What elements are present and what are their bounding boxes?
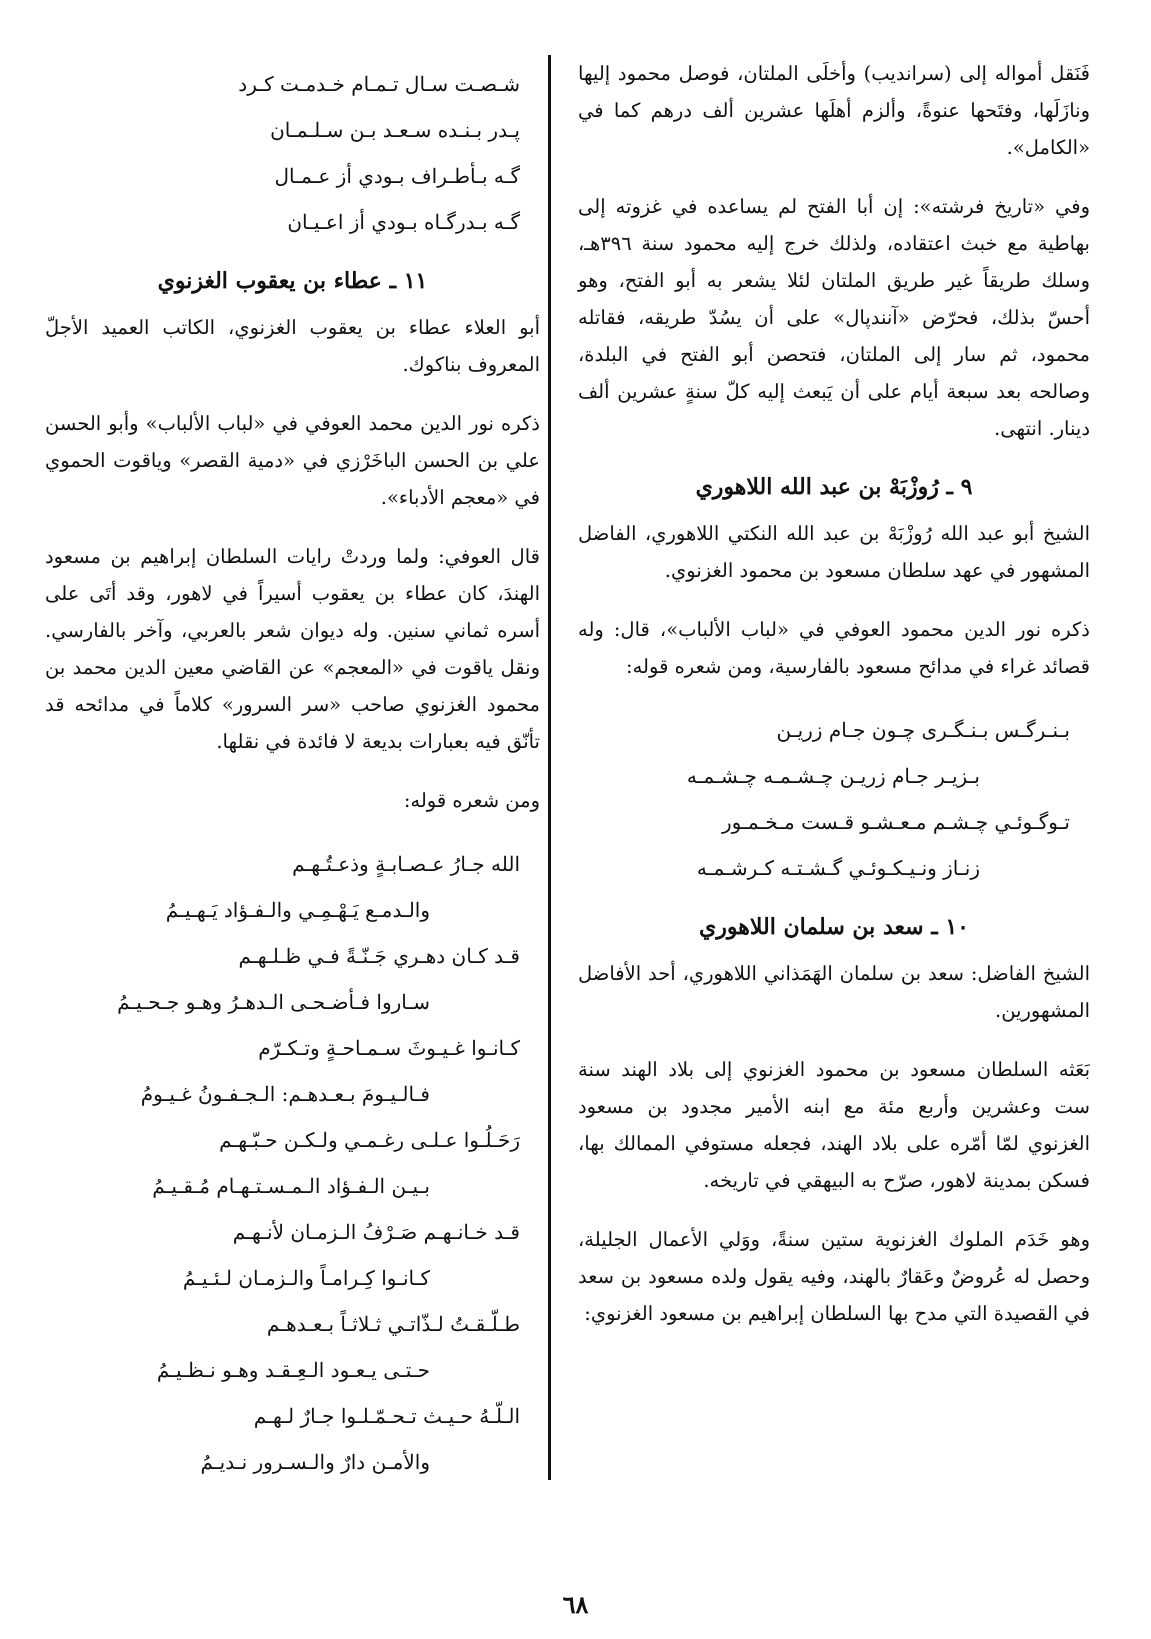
paragraph: وهو خَدَم الملوك الغزنوية ستين سنةً، ووَلي الأعمال الجليلة، وحصل له عُروضٌ وعَقارٌ بالهند، وفيه يقول ولده مسعود بن سعد في القصيدة التي مدح بها السلطان إبراهيم بن مسعود الغزنوي:: [578, 1228, 1090, 1325]
verse-line: والـدمـع يَـهْـمِـي والـفـؤاد يَـهـيـمُ: [165, 898, 430, 922]
paragraph: ومن شعره قوله:: [403, 789, 540, 812]
verse-line: گـه بـدرگـاه بـودي أز اعـيـان: [287, 210, 520, 234]
verse-line: طـلّـقـتُ لـذّاتـي ثـلاثـاً بـعـدهـم: [266, 1312, 520, 1336]
paragraph: قال العوفي: ولما وردتْ رايات السلطان إبراهيم بن مسعود الهندَ، كان عطاء بن يعقوب أسيراً في لاهور، وقد أتَى على أسره ثماني سنين. وله ديوان شعر بالعربي، وآخر بالفارسي. ونقل ياقوت في «المعجم» عن القاضي معين الدين محمد بن محمود الغزنوي صاحب «سر السرور» كلاماً في مدائحه قد تأنّق فيه بعبارات بديعة لا فائدة في نقلها.: [45, 545, 540, 753]
column-divider: [548, 55, 551, 1480]
arabic-verse-block: [45, 841, 540, 1485]
section-heading-10: ١٠ ـ سعد بن سلمان اللاهوري: [699, 914, 969, 940]
verse-line: كـانـوا كِـرامـاً والـزمـان لـئـيـمُ: [182, 1266, 430, 1290]
paragraph: فَنَقل أمواله إلى (سرانديب) وأخلَى الملتان، فوصل محمود إليها ونازَلَها، وفتَحها عنوةً، وألزم أهلَها عشرين ألف درهم كما في «الكامل».: [578, 62, 1090, 159]
section-heading-9: ٩ ـ رُوزْبَهْ بن عبد الله اللاهوري: [695, 474, 973, 500]
verse-line: زنـاز ونـيـكـوئـي گـشـتـه كـرشـمـه: [696, 856, 980, 880]
verse-line: الـلّـهُ حـيـث تـحـمّـلـوا جـارٌ لـهـم: [253, 1404, 520, 1428]
verse-line: الله جـارُ عـصـابـةٍ وذعـتُـهـم: [292, 852, 520, 876]
persian-verse-block: [45, 61, 540, 245]
verse-line: كـانـوا غـيـوثَ سـمـاحـةٍ وتـكـرّم: [258, 1036, 520, 1060]
paragraph: بَعَثه السلطان مسعود بن محمود الغزنوي إلى بلاد الهند سنة ست وعشرين وأربع مئة مع ابنه الأمير مجدود بن مسعود الغزنوي لمّا أمّره على بلاد الهند، فجعله مستوفي الممالك بها، فسكن بمدينة لاهور، صرّح به البيهقي في تاريخه.: [578, 1058, 1090, 1192]
verse-line: تـوگـوئـي چـشـم مـعـشـو قـست مـخـمـور: [722, 810, 1070, 834]
verse-line: حـتـى يـعـود الـعِـقـد وهـو نـظـيـمُ: [156, 1358, 430, 1382]
verse-line: گـه بـأطـراف بـودي أز عـمـال: [274, 164, 520, 188]
verse-line: قـد كـان دهـري جَـنّـةً فـي ظـلـهـم: [238, 944, 520, 968]
paragraph: الشيخ أبو عبد الله رُوزْبَهْ بن عبد الله النكتي اللاهوري، الفاضل المشهور في عهد سلطان مسعود بن محمود الغزنوي.: [578, 522, 1090, 582]
verse-line: والأمـن دارٌ والـسـرور نـديـمُ: [200, 1450, 430, 1474]
persian-verse-block: [578, 707, 1090, 891]
paragraph: الشيخ الفاضل: سعد بن سلمان الهَمَذاني اللاهوري، أحد الأفاضل المشهورين.: [578, 962, 1090, 1022]
section-heading-11: ١١ ـ عطاء بن يعقوب الغزنوي: [157, 268, 428, 294]
verse-line: قـد خـانـهـم صَـرْفُ الـزمـان لأنـهـم: [232, 1220, 520, 1244]
verse-line: پـدر بـنـده سـعـد بـن سـلـمـان: [270, 118, 520, 142]
paragraph: وفي «تاريخ فرشته»: إن أبا الفتح لم يساعده في غزوته إلى بهاطية مع خبث اعتقاده، ولذلك خرج إليه محمود سنة ٣٩٦هـ، وسلك طريقاً غير طريق الملتان لئلا يشعر به أبو الفتح، وهو أحسّ بذلك، فحرّض «آنندپال» على أن يسُدّ طريقه، فقاتله محمود، ثم سار إلى الملتان، فتحصن أبو الفتح في البلدة، وصالحه بعد سبعة أيام على أن يَبعث إليه كلّ سنةٍ عشرين ألف دينار. انتهى.: [578, 195, 1090, 440]
verse-line: رَحَـلُـوا عـلـى رغـمـي ولـكـن حـبّـهـم: [219, 1128, 520, 1152]
paragraph: أبو العلاء عطاء بن يعقوب الغزنوي، الكاتب العميد الأجلّ المعروف بناكوك.: [45, 316, 540, 376]
verse-line: سـاروا فـأضـحـى الـدهـرُ وهـو جـحـيـمُ: [117, 990, 430, 1014]
paragraph: ذكره نور الدين محمد العوفي في «لباب الألباب» وأبو الحسن علي بن الحسن الباخَرْزي في «دمية القصر» وياقوت الحموي في «معجم الأدباء».: [45, 412, 540, 509]
left-column: [45, 55, 540, 1503]
verse-line: بـزيـر جـام زريـن چـشـمـه چـشـمـه: [686, 764, 980, 788]
paragraph: ذكره نور الدين محمود العوفي في «لباب الألباب»، قال: وله قصائد غراء في مدائح مسعود بالفارسية، ومن شعره قوله:: [578, 618, 1090, 678]
right-column: [578, 55, 1090, 1354]
verse-line: بـيـن الـفـؤاد الـمـسـتـهـام مُـقـيـمُ: [152, 1174, 430, 1198]
verse-line: شـصـت سـال تـمـام خـدمـت كـرد: [238, 72, 520, 96]
verse-line: فـالـيـومَ بـعـدهـم: الـجـفـونُ غـيـومُ: [140, 1082, 430, 1106]
verse-line: بـنـرگـس بـنـگـرى چـون جـام زريـن: [776, 718, 1070, 742]
page-number: ٦٨: [562, 1590, 589, 1619]
